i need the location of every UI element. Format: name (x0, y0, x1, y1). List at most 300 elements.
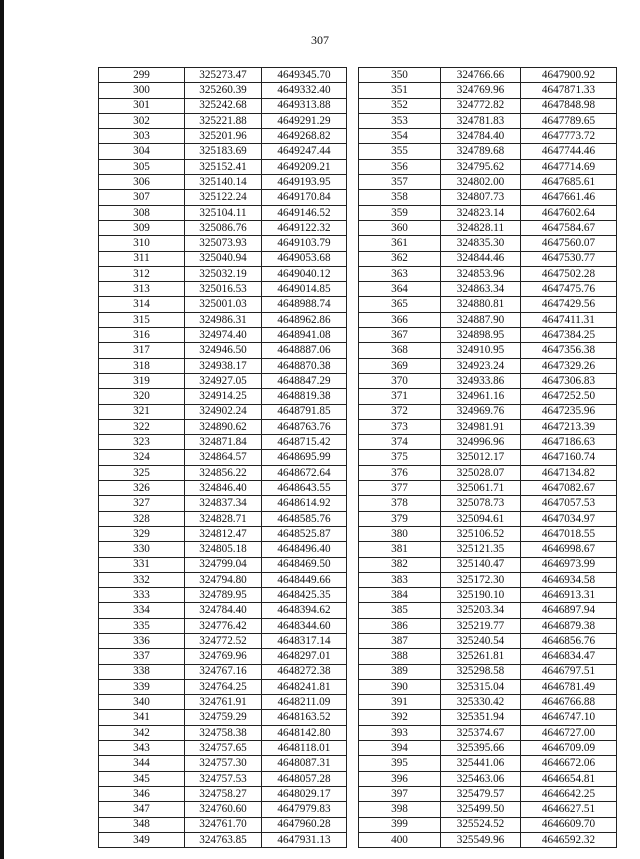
point-number-cell: 316 (99, 328, 185, 343)
x-coordinate-cell: 325040.94 (185, 251, 262, 266)
coordinates-table-right (358, 67, 617, 848)
table-row (359, 419, 617, 434)
x-coordinate-cell: 325028.07 (441, 465, 521, 480)
table-row (359, 113, 617, 128)
table-row (99, 98, 347, 113)
point-number-cell: 302 (99, 113, 185, 128)
y-coordinate-cell: 4647082.67 (521, 481, 617, 496)
table-row (359, 190, 617, 205)
y-coordinate-cell: 4648425.35 (262, 588, 347, 603)
y-coordinate-cell: 4647931.13 (262, 832, 347, 847)
x-coordinate-cell: 324760.60 (185, 802, 262, 817)
y-coordinate-cell: 4647329.26 (521, 358, 617, 373)
point-number-cell: 351 (359, 83, 441, 98)
y-coordinate-cell: 4649122.32 (262, 220, 347, 235)
y-coordinate-cell: 4648211.09 (262, 695, 347, 710)
x-coordinate-cell: 325078.73 (441, 496, 521, 511)
table-row (99, 756, 347, 771)
y-coordinate-cell: 4648241.81 (262, 679, 347, 694)
y-coordinate-cell: 4648643.55 (262, 481, 347, 496)
point-number-cell: 303 (99, 129, 185, 144)
x-coordinate-cell: 324844.46 (441, 251, 521, 266)
x-coordinate-cell: 324789.95 (185, 588, 262, 603)
table-row (359, 481, 617, 496)
point-number-cell: 372 (359, 404, 441, 419)
point-number-cell: 371 (359, 389, 441, 404)
table-row (359, 572, 617, 587)
y-coordinate-cell: 4647306.83 (521, 373, 617, 388)
table-row (359, 343, 617, 358)
x-coordinate-cell: 325140.14 (185, 175, 262, 190)
x-coordinate-cell: 325073.93 (185, 236, 262, 251)
y-coordinate-cell: 4647584.67 (521, 220, 617, 235)
table-row (99, 618, 347, 633)
table-row (99, 649, 347, 664)
y-coordinate-cell: 4649291.29 (262, 113, 347, 128)
table-row (99, 251, 347, 266)
x-coordinate-cell: 324758.27 (185, 786, 262, 801)
y-coordinate-cell: 4647871.33 (521, 83, 617, 98)
y-coordinate-cell: 4648469.50 (262, 557, 347, 572)
table-row (359, 435, 617, 450)
point-number-cell: 329 (99, 526, 185, 541)
table-row (99, 741, 347, 756)
y-coordinate-cell: 4647235.96 (521, 404, 617, 419)
y-coordinate-cell: 4647057.53 (521, 496, 617, 511)
x-coordinate-cell: 324835.30 (441, 236, 521, 251)
x-coordinate-cell: 325172.30 (441, 572, 521, 587)
table-row (99, 129, 347, 144)
point-number-cell: 326 (99, 481, 185, 496)
table-row (99, 236, 347, 251)
x-coordinate-cell: 324823.14 (441, 205, 521, 220)
x-coordinate-cell: 324996.96 (441, 435, 521, 450)
y-coordinate-cell: 4646627.51 (521, 802, 617, 817)
table-row (99, 312, 347, 327)
x-coordinate-cell: 324758.38 (185, 725, 262, 740)
y-coordinate-cell: 4648614.92 (262, 496, 347, 511)
point-number-cell: 336 (99, 633, 185, 648)
x-coordinate-cell: 325032.19 (185, 266, 262, 281)
y-coordinate-cell: 4646856.76 (521, 633, 617, 648)
x-coordinate-cell: 324938.17 (185, 358, 262, 373)
y-coordinate-cell: 4646897.94 (521, 603, 617, 618)
y-coordinate-cell: 4648585.76 (262, 511, 347, 526)
table-row (359, 588, 617, 603)
x-coordinate-cell: 324757.30 (185, 756, 262, 771)
x-coordinate-cell: 324871.84 (185, 435, 262, 450)
point-number-cell: 388 (359, 649, 441, 664)
x-coordinate-cell: 324761.70 (185, 817, 262, 832)
point-number-cell: 365 (359, 297, 441, 312)
y-coordinate-cell: 4646834.47 (521, 649, 617, 664)
point-number-cell: 357 (359, 175, 441, 190)
point-number-cell: 390 (359, 679, 441, 694)
x-coordinate-cell: 324776.42 (185, 618, 262, 633)
point-number-cell: 331 (99, 557, 185, 572)
x-coordinate-cell: 324772.52 (185, 633, 262, 648)
table-row (99, 190, 347, 205)
table-row (99, 435, 347, 450)
point-number-cell: 340 (99, 695, 185, 710)
table-row (99, 802, 347, 817)
y-coordinate-cell: 4646766.88 (521, 695, 617, 710)
point-number-cell: 355 (359, 144, 441, 159)
table-row (359, 328, 617, 343)
table-row (359, 220, 617, 235)
x-coordinate-cell: 324828.71 (185, 511, 262, 526)
point-number-cell: 314 (99, 297, 185, 312)
y-coordinate-cell: 4646592.32 (521, 832, 617, 847)
table-row (99, 633, 347, 648)
point-number-cell: 334 (99, 603, 185, 618)
y-coordinate-cell: 4648847.29 (262, 373, 347, 388)
y-coordinate-cell: 4649103.79 (262, 236, 347, 251)
y-coordinate-cell: 4649345.70 (262, 68, 347, 83)
point-number-cell: 317 (99, 343, 185, 358)
table-row (99, 144, 347, 159)
table-row (99, 328, 347, 343)
x-coordinate-cell: 325086.76 (185, 220, 262, 235)
y-coordinate-cell: 4648496.40 (262, 542, 347, 557)
y-coordinate-cell: 4647475.76 (521, 282, 617, 297)
x-coordinate-cell: 325524.52 (441, 817, 521, 832)
y-coordinate-cell: 4647789.65 (521, 113, 617, 128)
point-number-cell: 323 (99, 435, 185, 450)
y-coordinate-cell: 4648988.74 (262, 297, 347, 312)
table-row (359, 266, 617, 281)
scan-edge-bar (0, 0, 4, 859)
point-number-cell: 374 (359, 435, 441, 450)
table-row (359, 679, 617, 694)
table-row (359, 282, 617, 297)
point-number-cell: 304 (99, 144, 185, 159)
y-coordinate-cell: 4647900.92 (521, 68, 617, 83)
table-row (359, 389, 617, 404)
point-number-cell: 366 (359, 312, 441, 327)
table-row (99, 205, 347, 220)
point-number-cell: 306 (99, 175, 185, 190)
point-number-cell: 381 (359, 542, 441, 557)
x-coordinate-cell: 324812.47 (185, 526, 262, 541)
x-coordinate-cell: 324981.91 (441, 419, 521, 434)
point-number-cell: 325 (99, 465, 185, 480)
y-coordinate-cell: 4648118.01 (262, 741, 347, 756)
x-coordinate-cell: 325499.50 (441, 802, 521, 817)
y-coordinate-cell: 4646797.51 (521, 664, 617, 679)
point-number-cell: 387 (359, 633, 441, 648)
point-number-cell: 342 (99, 725, 185, 740)
table-row (99, 343, 347, 358)
point-number-cell: 299 (99, 68, 185, 83)
y-coordinate-cell: 4649053.68 (262, 251, 347, 266)
y-coordinate-cell: 4647530.77 (521, 251, 617, 266)
x-coordinate-cell: 324761.91 (185, 695, 262, 710)
x-coordinate-cell: 324795.62 (441, 159, 521, 174)
y-coordinate-cell: 4647979.83 (262, 802, 347, 817)
y-coordinate-cell: 4647773.72 (521, 129, 617, 144)
table-row (359, 83, 617, 98)
y-coordinate-cell: 4648791.85 (262, 404, 347, 419)
table-row (359, 741, 617, 756)
x-coordinate-cell: 324856.22 (185, 465, 262, 480)
table-row (99, 542, 347, 557)
table-row (99, 695, 347, 710)
x-coordinate-cell: 324807.73 (441, 190, 521, 205)
point-number-cell: 377 (359, 481, 441, 496)
table-row (359, 756, 617, 771)
table-row (99, 496, 347, 511)
x-coordinate-cell: 325016.53 (185, 282, 262, 297)
x-coordinate-cell: 324794.80 (185, 572, 262, 587)
x-coordinate-cell: 324986.31 (185, 312, 262, 327)
point-number-cell: 321 (99, 404, 185, 419)
x-coordinate-cell: 325190.10 (441, 588, 521, 603)
table-row (99, 832, 347, 847)
point-number-cell: 356 (359, 159, 441, 174)
point-number-cell: 301 (99, 98, 185, 113)
x-coordinate-cell: 324769.96 (441, 83, 521, 98)
y-coordinate-cell: 4647960.28 (262, 817, 347, 832)
x-coordinate-cell: 324764.25 (185, 679, 262, 694)
table-row (359, 450, 617, 465)
y-coordinate-cell: 4646609.70 (521, 817, 617, 832)
y-coordinate-cell: 4647134.82 (521, 465, 617, 480)
x-coordinate-cell: 324759.29 (185, 710, 262, 725)
table-row (359, 771, 617, 786)
y-coordinate-cell: 4646654.81 (521, 771, 617, 786)
y-coordinate-cell: 4646913.31 (521, 588, 617, 603)
point-number-cell: 393 (359, 725, 441, 740)
y-coordinate-cell: 4648272.38 (262, 664, 347, 679)
point-number-cell: 305 (99, 159, 185, 174)
x-coordinate-cell: 324863.34 (441, 282, 521, 297)
y-coordinate-cell: 4648297.01 (262, 649, 347, 664)
x-coordinate-cell: 324828.11 (441, 220, 521, 235)
table-row (99, 817, 347, 832)
point-number-cell: 359 (359, 205, 441, 220)
y-coordinate-cell: 4649209.21 (262, 159, 347, 174)
point-number-cell: 379 (359, 511, 441, 526)
table-row (359, 144, 617, 159)
x-coordinate-cell: 325152.41 (185, 159, 262, 174)
x-coordinate-cell: 324781.83 (441, 113, 521, 128)
x-coordinate-cell: 325121.35 (441, 542, 521, 557)
table-row (359, 786, 617, 801)
x-coordinate-cell: 324757.65 (185, 741, 262, 756)
y-coordinate-cell: 4648819.38 (262, 389, 347, 404)
x-coordinate-cell: 324887.90 (441, 312, 521, 327)
x-coordinate-cell: 325122.24 (185, 190, 262, 205)
table-row (99, 786, 347, 801)
x-coordinate-cell: 325298.58 (441, 664, 521, 679)
point-number-cell: 384 (359, 588, 441, 603)
table-row (359, 129, 617, 144)
x-coordinate-cell: 325261.81 (441, 649, 521, 664)
point-number-cell: 375 (359, 450, 441, 465)
point-number-cell: 395 (359, 756, 441, 771)
table-row (359, 710, 617, 725)
table-row (99, 175, 347, 190)
table-row (99, 664, 347, 679)
point-number-cell: 328 (99, 511, 185, 526)
point-number-cell: 367 (359, 328, 441, 343)
x-coordinate-cell: 324837.34 (185, 496, 262, 511)
table-row (359, 205, 617, 220)
x-coordinate-cell: 324890.62 (185, 419, 262, 434)
y-coordinate-cell: 4647685.61 (521, 175, 617, 190)
x-coordinate-cell: 324898.95 (441, 328, 521, 343)
point-number-cell: 399 (359, 817, 441, 832)
x-coordinate-cell: 325441.06 (441, 756, 521, 771)
point-number-cell: 309 (99, 220, 185, 235)
x-coordinate-cell: 324974.40 (185, 328, 262, 343)
point-number-cell: 341 (99, 710, 185, 725)
table-row (99, 771, 347, 786)
point-number-cell: 378 (359, 496, 441, 511)
point-number-cell: 311 (99, 251, 185, 266)
y-coordinate-cell: 4647848.98 (521, 98, 617, 113)
y-coordinate-cell: 4647661.46 (521, 190, 617, 205)
y-coordinate-cell: 4648057.28 (262, 771, 347, 786)
table-row (99, 557, 347, 572)
table-row (359, 236, 617, 251)
point-number-cell: 385 (359, 603, 441, 618)
coordinates-table-left (98, 67, 347, 848)
point-number-cell: 348 (99, 817, 185, 832)
table-row (99, 266, 347, 281)
table-row (99, 526, 347, 541)
y-coordinate-cell: 4646709.09 (521, 741, 617, 756)
y-coordinate-cell: 4648163.52 (262, 710, 347, 725)
table-row (359, 297, 617, 312)
table-row (359, 98, 617, 113)
x-coordinate-cell: 324784.40 (441, 129, 521, 144)
point-number-cell: 376 (359, 465, 441, 480)
point-number-cell: 358 (359, 190, 441, 205)
table-row (99, 83, 347, 98)
table-row (99, 465, 347, 480)
x-coordinate-cell: 325260.39 (185, 83, 262, 98)
table-row (99, 373, 347, 388)
x-coordinate-cell: 325395.66 (441, 741, 521, 756)
y-coordinate-cell: 4648029.17 (262, 786, 347, 801)
y-coordinate-cell: 4647560.07 (521, 236, 617, 251)
point-number-cell: 389 (359, 664, 441, 679)
table-row (99, 572, 347, 587)
point-number-cell: 324 (99, 450, 185, 465)
table-row (359, 465, 617, 480)
point-number-cell: 391 (359, 695, 441, 710)
table-row (359, 511, 617, 526)
y-coordinate-cell: 4648344.60 (262, 618, 347, 633)
y-coordinate-cell: 4648870.38 (262, 358, 347, 373)
x-coordinate-cell: 325463.06 (441, 771, 521, 786)
point-number-cell: 339 (99, 679, 185, 694)
y-coordinate-cell: 4647411.31 (521, 312, 617, 327)
x-coordinate-cell: 324766.66 (441, 68, 521, 83)
point-number-cell: 397 (359, 786, 441, 801)
y-coordinate-cell: 4646672.06 (521, 756, 617, 771)
point-number-cell: 338 (99, 664, 185, 679)
point-number-cell: 300 (99, 83, 185, 98)
y-coordinate-cell: 4647160.74 (521, 450, 617, 465)
point-number-cell: 343 (99, 741, 185, 756)
y-coordinate-cell: 4648394.62 (262, 603, 347, 618)
y-coordinate-cell: 4649313.88 (262, 98, 347, 113)
x-coordinate-cell: 325549.96 (441, 832, 521, 847)
x-coordinate-cell: 325219.77 (441, 618, 521, 633)
x-coordinate-cell: 324853.96 (441, 266, 521, 281)
point-number-cell: 307 (99, 190, 185, 205)
table-row (359, 664, 617, 679)
point-number-cell: 332 (99, 572, 185, 587)
table-row (359, 68, 617, 83)
point-number-cell: 315 (99, 312, 185, 327)
point-number-cell: 320 (99, 389, 185, 404)
x-coordinate-cell: 324923.24 (441, 358, 521, 373)
point-number-cell: 347 (99, 802, 185, 817)
point-number-cell: 318 (99, 358, 185, 373)
table-row (359, 251, 617, 266)
table-row (359, 725, 617, 740)
y-coordinate-cell: 4647252.50 (521, 389, 617, 404)
table-row (99, 450, 347, 465)
y-coordinate-cell: 4648087.31 (262, 756, 347, 771)
y-coordinate-cell: 4646747.10 (521, 710, 617, 725)
point-number-cell: 400 (359, 832, 441, 847)
y-coordinate-cell: 4646781.49 (521, 679, 617, 694)
x-coordinate-cell: 324763.85 (185, 832, 262, 847)
point-number-cell: 392 (359, 710, 441, 725)
x-coordinate-cell: 325183.69 (185, 144, 262, 159)
point-number-cell: 322 (99, 419, 185, 434)
table-row (99, 419, 347, 434)
table-row (99, 68, 347, 83)
y-coordinate-cell: 4647213.39 (521, 419, 617, 434)
y-coordinate-cell: 4646879.38 (521, 618, 617, 633)
x-coordinate-cell: 325330.42 (441, 695, 521, 710)
x-coordinate-cell: 324927.05 (185, 373, 262, 388)
point-number-cell: 308 (99, 205, 185, 220)
y-coordinate-cell: 4646642.25 (521, 786, 617, 801)
point-number-cell: 364 (359, 282, 441, 297)
point-number-cell: 360 (359, 220, 441, 235)
table-row (359, 832, 617, 847)
point-number-cell: 354 (359, 129, 441, 144)
point-number-cell: 353 (359, 113, 441, 128)
table-row (359, 695, 617, 710)
y-coordinate-cell: 4649193.95 (262, 175, 347, 190)
y-coordinate-cell: 4648887.06 (262, 343, 347, 358)
point-number-cell: 383 (359, 572, 441, 587)
x-coordinate-cell: 325203.34 (441, 603, 521, 618)
point-number-cell: 370 (359, 373, 441, 388)
y-coordinate-cell: 4648449.66 (262, 572, 347, 587)
y-coordinate-cell: 4647502.28 (521, 266, 617, 281)
x-coordinate-cell: 324789.68 (441, 144, 521, 159)
table-row (99, 282, 347, 297)
x-coordinate-cell: 324757.53 (185, 771, 262, 786)
x-coordinate-cell: 325242.68 (185, 98, 262, 113)
table-row (359, 175, 617, 190)
table-row (99, 588, 347, 603)
y-coordinate-cell: 4648763.76 (262, 419, 347, 434)
x-coordinate-cell: 324769.96 (185, 649, 262, 664)
table-row (359, 802, 617, 817)
point-number-cell: 382 (359, 557, 441, 572)
table-row (99, 603, 347, 618)
